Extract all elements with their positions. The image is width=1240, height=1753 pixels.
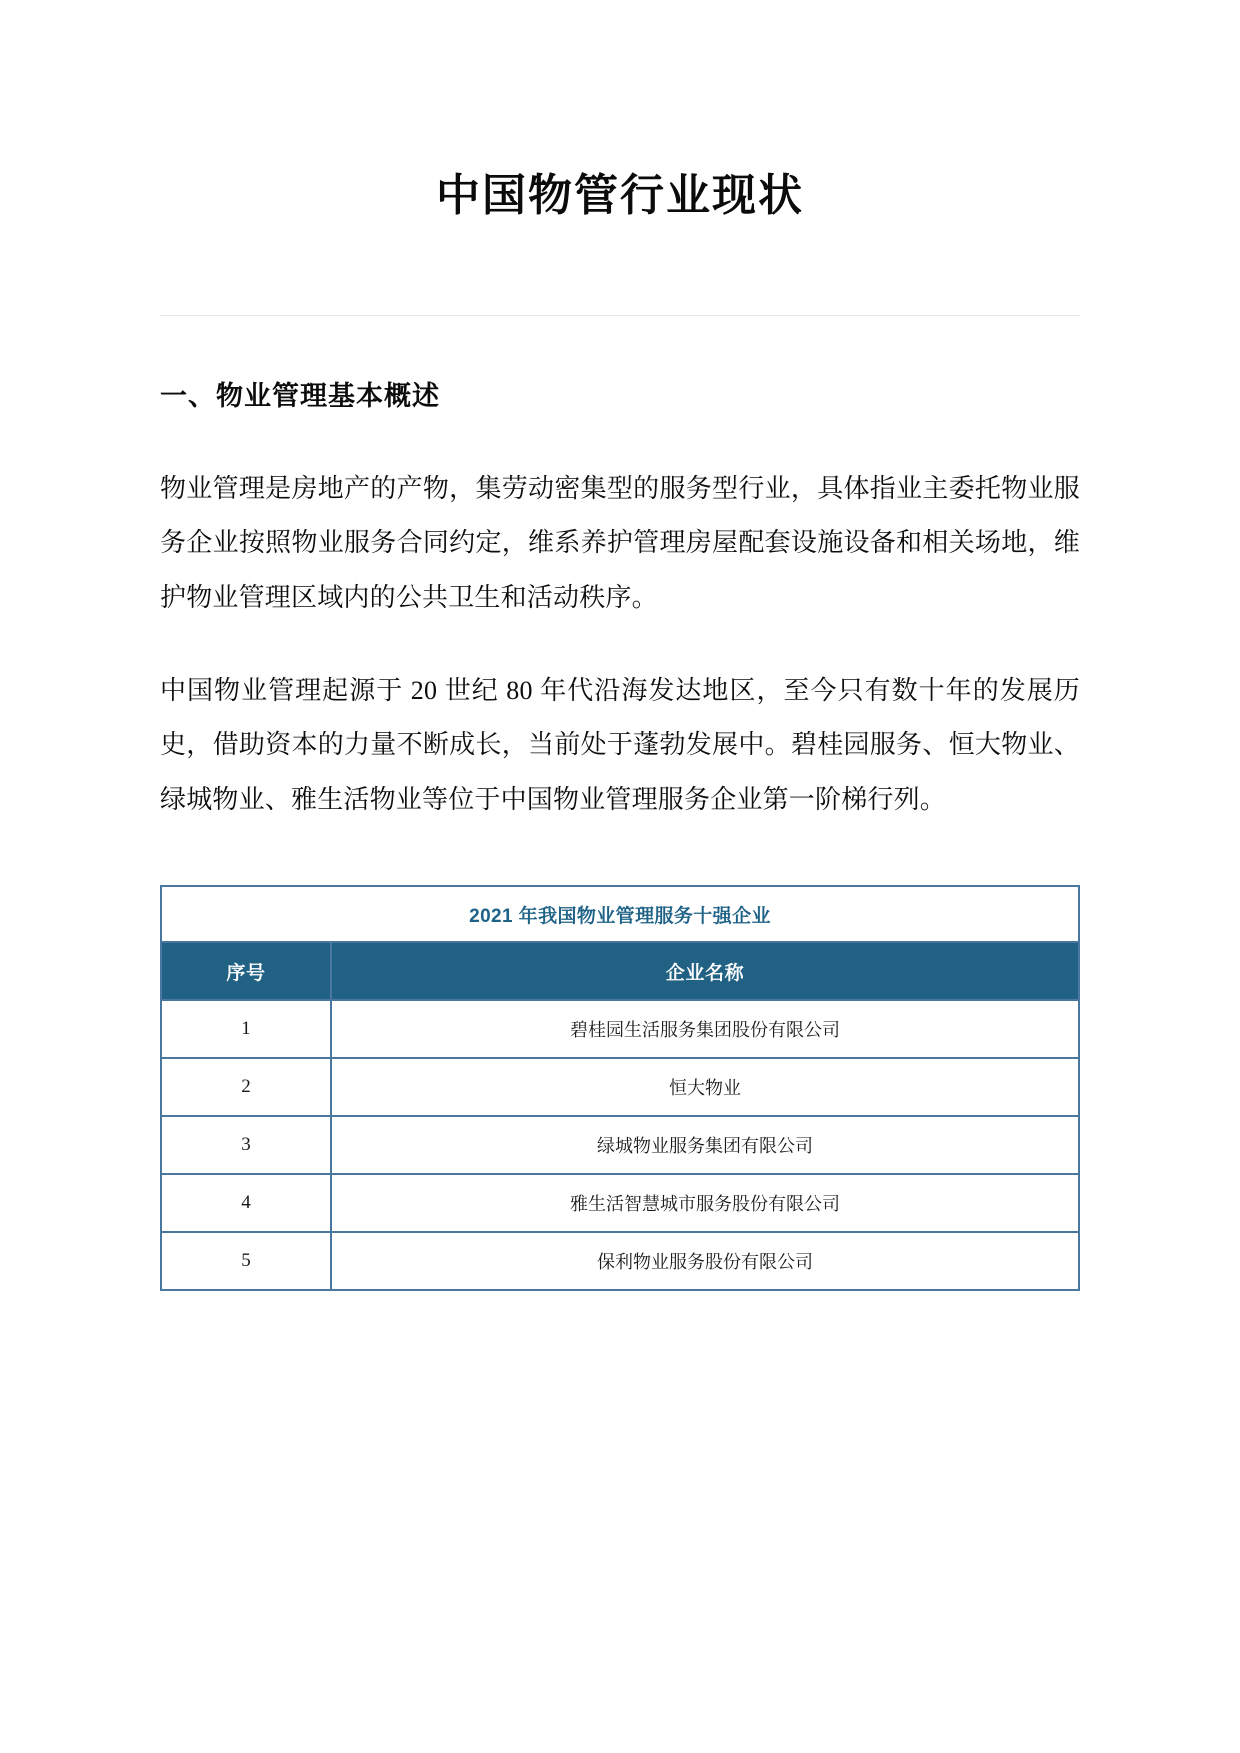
cell-company: 恒大物业 <box>331 1058 1079 1116</box>
rank-table-container <box>160 885 1080 1291</box>
page-title: 中国物管行业现状 <box>436 171 804 220</box>
table-caption-row <box>161 886 1079 942</box>
cell-index: 3 <box>161 1116 331 1174</box>
cell-index: 1 <box>161 1000 331 1058</box>
cell-company: 雅生活智慧城市服务股份有限公司 <box>331 1174 1079 1232</box>
paragraph-history: 中国物业管理起源于 20 世纪 80 年代沿海发达地区，至今只有数十年的发展历史，借助资本的力量不断成长，当前处于蓬勃发展中。碧桂园服务、恒大物业、绿城物业、雅生活物业等位于中国物业管理服务企业第一阶梯行列。 <box>160 675 1080 814</box>
cell-index: 5 <box>161 1232 331 1290</box>
column-header-index: 序号 <box>161 942 331 1000</box>
cell-company: 保利物业服务股份有限公司 <box>331 1232 1079 1290</box>
cell-index: 2 <box>161 1058 331 1116</box>
table-row <box>161 1174 1079 1232</box>
table-row <box>161 1058 1079 1116</box>
section-heading: 一、物业管理基本概述 <box>160 381 440 411</box>
table-header-row <box>161 942 1079 1000</box>
table-row <box>161 1116 1079 1174</box>
top-companies-table <box>160 885 1080 1291</box>
column-header-company: 企业名称 <box>331 942 1079 1000</box>
paragraph-overview: 物业管理是房地产的产物，集劳动密集型的服务型行业，具体指业主委托物业服务企业按照物业服务合同约定，维系养护管理房屋配套设施设备和相关场地，维护物业管理区域内的公共卫生和活动秩序。 <box>160 473 1080 612</box>
table-row <box>161 1000 1079 1058</box>
cell-company: 绿城物业服务集团有限公司 <box>331 1116 1079 1174</box>
table-caption: 2021 年我国物业管理服务十强企业 <box>161 886 1079 942</box>
cell-index: 4 <box>161 1174 331 1232</box>
cell-company: 碧桂园生活服务集团股份有限公司 <box>331 1000 1079 1058</box>
table-row <box>161 1232 1079 1290</box>
